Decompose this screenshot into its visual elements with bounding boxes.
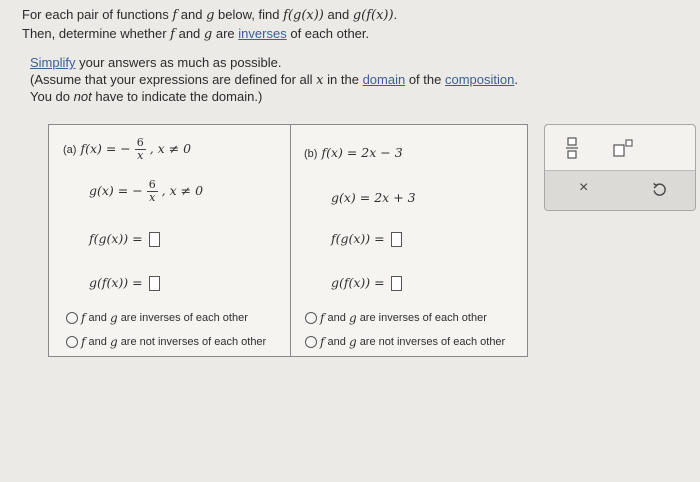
numerator: 6 bbox=[136, 136, 144, 149]
text: of each other. bbox=[290, 26, 370, 41]
part-b-option-inverses[interactable] bbox=[305, 311, 487, 325]
text: below, find bbox=[218, 7, 280, 22]
part-a-option-not-inverses[interactable] bbox=[66, 335, 266, 349]
part-a-gf-answer-input[interactable] bbox=[149, 276, 160, 291]
part-b-tag: (b) bbox=[304, 148, 318, 160]
part-a-f-fraction bbox=[135, 137, 146, 162]
text: are bbox=[215, 26, 235, 41]
math-g: g bbox=[203, 27, 213, 42]
text: and bbox=[88, 312, 107, 324]
part-a-g-fraction bbox=[147, 179, 158, 204]
answer-panel bbox=[48, 124, 528, 357]
option-text: are inverses of each other bbox=[359, 312, 487, 324]
text: have to indicate the domain.) bbox=[95, 89, 263, 104]
math-x: x bbox=[316, 73, 324, 88]
part-b-gf-label: g(f(x)) = bbox=[331, 275, 385, 290]
math-f: f bbox=[81, 335, 86, 349]
part-b-fg-answer-input[interactable] bbox=[391, 232, 402, 247]
math-f: f bbox=[320, 335, 325, 349]
text: and bbox=[327, 336, 346, 348]
part-b-option-not-inverses[interactable] bbox=[305, 335, 505, 349]
math-g: g bbox=[206, 8, 215, 23]
text: and bbox=[88, 336, 107, 348]
assume-note bbox=[30, 72, 518, 88]
text: of the bbox=[408, 72, 442, 87]
domain-link[interactable]: domain bbox=[362, 72, 406, 87]
part-a-gf-label: g(f(x)) = bbox=[89, 275, 143, 290]
part-b-g-expression: g(x) = 2x + 3 bbox=[331, 190, 416, 205]
radio-button[interactable] bbox=[305, 336, 317, 348]
text-emphasis: not bbox=[73, 89, 92, 104]
math-f: f bbox=[81, 311, 86, 325]
text: and bbox=[178, 26, 201, 41]
math-gfx: g(f(x)) bbox=[352, 8, 394, 23]
denominator: x bbox=[137, 149, 144, 162]
exponent-icon bbox=[613, 139, 633, 157]
text: and bbox=[327, 7, 350, 22]
math-g: g bbox=[109, 335, 118, 349]
text: and bbox=[180, 7, 203, 22]
math-toolbar bbox=[544, 124, 696, 211]
exponent-button[interactable] bbox=[613, 139, 633, 162]
fraction-icon bbox=[565, 137, 579, 159]
option-text: are not inverses of each other bbox=[359, 336, 506, 348]
instruction-line-2 bbox=[22, 26, 369, 42]
part-b-f-definition bbox=[304, 145, 403, 160]
part-a-fg-answer-input[interactable] bbox=[149, 232, 160, 247]
numerator: 6 bbox=[148, 178, 156, 191]
part-a-fg-row bbox=[89, 231, 160, 247]
part-a-g-definition bbox=[89, 179, 203, 204]
part-b-fg-label: f(g(x)) = bbox=[331, 231, 385, 246]
part-b-f-expression: f(x) = 2x − 3 bbox=[321, 145, 403, 160]
fraction-button[interactable] bbox=[565, 137, 579, 164]
math-fgx: f(g(x)) bbox=[283, 8, 324, 23]
part-b-gf-answer-input[interactable] bbox=[391, 276, 402, 291]
undo-icon bbox=[652, 182, 667, 197]
radio-button[interactable] bbox=[66, 336, 78, 348]
composition-link[interactable]: composition bbox=[444, 72, 515, 87]
part-a-gf-row bbox=[89, 275, 160, 291]
part-a-f-definition bbox=[63, 137, 191, 162]
math-g: g bbox=[109, 311, 118, 325]
radio-button[interactable] bbox=[305, 312, 317, 324]
text: . bbox=[514, 72, 518, 87]
text: and bbox=[327, 312, 346, 324]
text: in the bbox=[327, 72, 359, 87]
text: your answers as much as possible. bbox=[79, 55, 282, 70]
math-f: f bbox=[172, 8, 178, 23]
part-a-option-inverses[interactable] bbox=[66, 311, 248, 325]
simplify-note bbox=[30, 55, 281, 70]
text: For each pair of functions bbox=[22, 7, 169, 22]
text: (Assume that your expressions are defined for all bbox=[30, 72, 313, 87]
part-a-g-condition: , x ≠ 0 bbox=[161, 183, 204, 198]
simplify-link[interactable]: Simplify bbox=[30, 55, 76, 70]
option-text: are inverses of each other bbox=[120, 312, 248, 324]
domain-note bbox=[30, 89, 262, 104]
text: You do bbox=[30, 89, 71, 104]
part-a-f-lhs: f(x) = − bbox=[80, 141, 131, 156]
text: Then, determine whether bbox=[22, 26, 167, 41]
math-f: f bbox=[320, 311, 325, 325]
math-g: g bbox=[348, 311, 357, 325]
part-b-gf-row bbox=[331, 275, 402, 291]
option-text: are not inverses of each other bbox=[120, 336, 267, 348]
text: . bbox=[393, 7, 398, 22]
clear-button[interactable]: × bbox=[579, 179, 589, 196]
denominator: x bbox=[149, 191, 156, 204]
part-a-fg-label: f(g(x)) = bbox=[89, 231, 143, 246]
panel-divider bbox=[290, 125, 291, 356]
inverses-link[interactable]: inverses bbox=[238, 26, 287, 41]
part-a-f-condition: , x ≠ 0 bbox=[149, 141, 192, 156]
part-a-g-lhs: g(x) = − bbox=[89, 183, 143, 198]
part-b-g-definition bbox=[331, 190, 416, 205]
math-f: f bbox=[170, 27, 175, 42]
instruction-line-1 bbox=[22, 7, 397, 23]
undo-button[interactable] bbox=[652, 182, 667, 202]
part-b-fg-row bbox=[331, 231, 402, 247]
radio-button[interactable] bbox=[66, 312, 78, 324]
part-a-tag: (a) bbox=[63, 144, 77, 156]
math-g: g bbox=[348, 335, 357, 349]
